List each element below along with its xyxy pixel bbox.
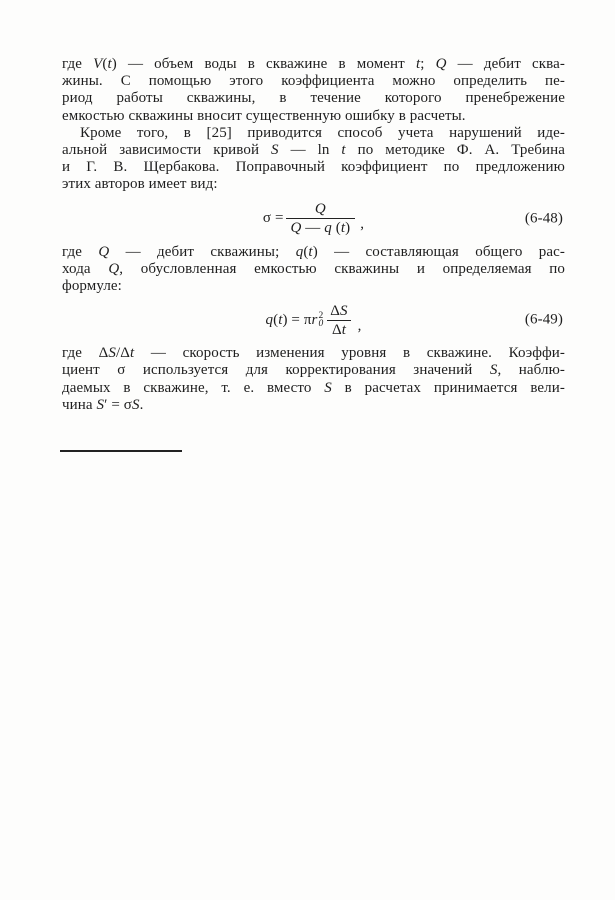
equation-trailing-comma: ,	[360, 216, 365, 233]
equation-number: (6-49)	[524, 311, 563, 328]
equation-number: (6-48)	[524, 210, 563, 227]
text-segment: Δ	[331, 321, 342, 338]
text-segment: ) = π	[282, 311, 312, 328]
text-segment: q	[324, 220, 332, 237]
equation-body	[263, 201, 364, 236]
sup-sub-script: 2 0	[318, 311, 324, 330]
text-line	[62, 176, 565, 193]
text-segment: t	[415, 56, 421, 72]
text-segment: по методике Ф. А. Требина	[345, 142, 565, 159]
text-segment: где	[62, 345, 99, 362]
text-segment: S	[340, 302, 348, 319]
text-segment: q	[265, 311, 274, 328]
text-line	[62, 73, 565, 90]
text-segment: Q	[98, 243, 110, 260]
paragraph	[62, 56, 565, 125]
fraction-denominator	[327, 320, 351, 338]
text-line	[62, 56, 565, 73]
text-segment: t	[130, 345, 135, 362]
text-segment: (	[102, 56, 108, 72]
footnote-rule	[60, 450, 182, 452]
text-segment: жины. С помощью этого коэффициента можно определить пе-	[62, 73, 565, 90]
text-segment: — скорость изменения уровня в скважине. Коэффи-	[134, 345, 565, 362]
text-segment: даемых в скважине, т. е. вместо	[62, 379, 325, 396]
text-segment: σ =	[262, 210, 284, 227]
text-segment: ′ = σ	[104, 396, 132, 413]
text-segment: , обусловленная емкостью скважины и определяемая по	[119, 260, 565, 277]
text-segment: Q	[290, 220, 302, 237]
text-segment: .	[139, 396, 144, 413]
text-segment: Δ	[330, 302, 341, 319]
text-segment: этих авторов имеет вид:	[62, 176, 218, 193]
equation-6-49	[62, 295, 565, 345]
text-line	[62, 261, 565, 278]
paragraph	[62, 125, 565, 194]
text-segment: и Г. В. Щербакова. Поправочный коэффициент по предложению	[62, 159, 565, 176]
text-line	[62, 159, 565, 176]
fraction	[325, 303, 352, 338]
fraction-numerator	[310, 201, 331, 218]
text-segment: (	[331, 220, 341, 237]
text-segment: S	[131, 396, 140, 413]
text-line	[62, 380, 565, 397]
text-segment: в расчетах принимается вели-	[331, 379, 565, 396]
text-line	[62, 244, 565, 261]
text-segment: —	[301, 220, 325, 237]
text-segment: t	[341, 142, 346, 159]
text-segment: t	[308, 243, 313, 260]
text-line	[62, 142, 565, 159]
text-segment: чина	[62, 396, 97, 413]
text-segment: t	[107, 56, 112, 72]
text-segment: — дебит сква-	[446, 56, 565, 72]
equation-6-48	[62, 194, 565, 244]
equation-trailing-comma: ,	[357, 317, 362, 334]
text-segment: где	[62, 243, 99, 260]
text-segment: /Δ	[115, 345, 130, 362]
text-segment: циент σ используется для корректирования значений	[62, 362, 490, 379]
equation-body	[265, 303, 361, 338]
text-segment: Q	[108, 260, 120, 277]
text-line	[62, 125, 565, 142]
text-segment: (	[273, 311, 279, 328]
text-segment: ;	[420, 56, 436, 72]
text-segment: S	[108, 345, 116, 362]
text-segment: t	[341, 321, 346, 338]
text-line	[62, 108, 565, 125]
text-line	[62, 362, 565, 379]
text-segment: , наблю-	[497, 362, 565, 379]
text-segment: S	[96, 396, 105, 413]
text-segment: хода	[62, 260, 109, 277]
text-segment: q	[295, 243, 304, 260]
text-line	[62, 90, 565, 107]
text-segment: формуле:	[62, 278, 122, 295]
text-line	[62, 397, 565, 414]
text-segment: Q	[435, 56, 447, 72]
fraction-numerator	[325, 303, 352, 320]
text-line	[62, 278, 565, 295]
text-segment: t	[278, 311, 283, 328]
paragraph	[62, 345, 565, 414]
page-content	[62, 56, 565, 452]
text-segment: Кроме того, в [25] приводится способ учета нарушений иде-	[80, 124, 565, 141]
text-segment: S	[324, 379, 332, 396]
text-segment: )	[345, 220, 351, 237]
text-line	[62, 345, 565, 362]
text-segment: риод работы скважины, в течение которого пренебрежение	[62, 90, 565, 107]
text-segment: (	[303, 243, 309, 260]
fraction-denominator	[286, 218, 356, 236]
text-segment: где	[62, 56, 94, 72]
text-segment: альной зависимости кривой	[62, 142, 272, 159]
text-segment: r	[311, 311, 318, 328]
paragraph	[62, 244, 565, 296]
text-segment: — дебит скважины;	[109, 243, 296, 260]
text-segment: ) — составляющая общего рас-	[312, 243, 565, 260]
text-segment: Δ	[98, 345, 109, 362]
text-segment: S	[489, 362, 498, 379]
fraction	[286, 201, 356, 236]
text-segment: емкостью скважины вносит существенную ошибку в расчеты.	[62, 107, 466, 124]
text-segment: ) — объем воды в скважине в момент	[111, 56, 416, 72]
text-segment: t	[340, 220, 346, 237]
text-segment: V	[93, 56, 103, 72]
text-segment: — ln	[278, 142, 342, 159]
text-segment: S	[271, 142, 279, 159]
text-segment: Q	[314, 201, 326, 218]
